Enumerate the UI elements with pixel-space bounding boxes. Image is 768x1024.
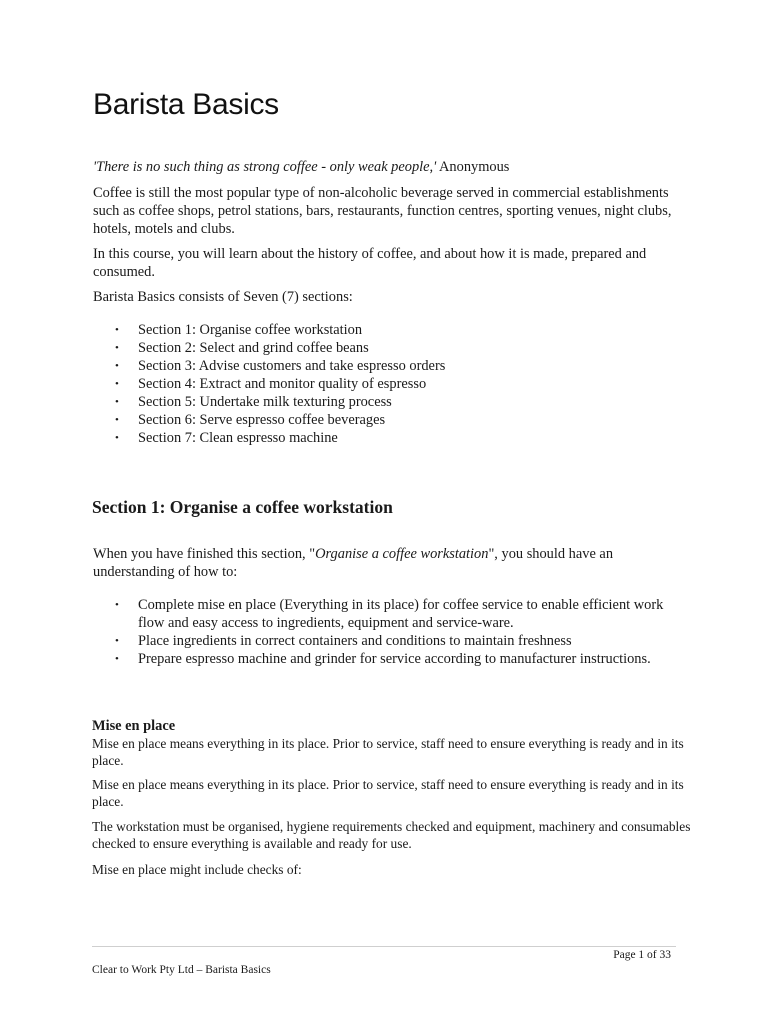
mise-en-place-paragraph-4: Mise en place might include checks of: (92, 862, 302, 877)
section-1-intro-italic: Organise a coffee workstation (315, 546, 489, 562)
mise-en-place-paragraph-3: The workstation must be organised, hygiene requirements checked and equipment, machinery and consumables checked to ensure everything is available and ready for use. (92, 819, 691, 851)
bullet-icon: • (115, 360, 119, 372)
list-item: • Section 1: Organise coffee workstation (115, 322, 363, 338)
bullet-icon: • (115, 342, 119, 354)
quote-text: 'There is no such thing as strong coffee - only weak people,' (93, 159, 437, 175)
list-item: • Place ingredients in correct containers and conditions to maintain freshness (115, 633, 572, 649)
mise-en-place-paragraph-1: Mise en place means everything in its place. Prior to service, staff need to ensure everything is ready and in its place. (92, 736, 684, 768)
footer-divider (92, 946, 676, 947)
list-item: • Section 4: Extract and monitor quality of espresso (115, 376, 427, 392)
quote-attribution: Anonymous (439, 159, 510, 175)
page-number: Page 1 of 33 (613, 949, 671, 961)
bullet-icon: • (115, 432, 119, 444)
list-item: • Section 7: Clean espresso machine (115, 430, 338, 446)
bullet-icon: • (115, 635, 119, 647)
bullet-icon: • (115, 396, 119, 408)
list-item: • Prepare espresso machine and grinder for service according to manufacturer instructions. (115, 651, 651, 667)
bullet-icon: • (115, 599, 119, 611)
mise-en-place-heading: Mise en place (92, 718, 176, 734)
section-1-objectives (93, 596, 683, 668)
footer-text: Clear to Work Pty Ltd – Barista Basics (92, 964, 271, 976)
intro-paragraph-3: Barista Basics consists of Seven (7) sections: (93, 289, 353, 305)
intro-paragraph-1: Coffee is still the most popular type of non-alcoholic beverage served in commercial establishments such as coffee shops, petrol stations, bars, restaurants, function centres, sporting venues, night clubs, hotels, motels and clubs. (93, 185, 672, 237)
sections-list (93, 321, 683, 447)
section-1-heading: Section 1: Organise a coffee workstation (92, 497, 393, 517)
list-item: • Section 5: Undertake milk texturing process (115, 394, 392, 410)
list-item: • Section 2: Select and grind coffee beans (115, 340, 369, 356)
opening-quote (93, 158, 683, 176)
bullet-icon: • (115, 653, 119, 665)
bullet-icon: • (115, 324, 119, 336)
list-item: • Complete mise en place (Everything in its place) for coffee service to enable efficient work flow and easy access to ingredients, equipment and service-ware. (115, 597, 664, 631)
list-item: • Section 6: Serve espresso coffee beverages (115, 412, 386, 428)
document-title: Barista Basics (93, 88, 279, 121)
mise-en-place-paragraph-2: Mise en place means everything in its place. Prior to service, staff need to ensure everything is ready and in its place. (92, 777, 684, 809)
bullet-icon: • (115, 378, 119, 390)
intro-paragraph-2: In this course, you will learn about the history of coffee, and about how it is made, prepared and consumed. (93, 246, 647, 280)
list-item: • Section 3: Advise customers and take espresso orders (115, 358, 446, 374)
bullet-icon: • (115, 414, 119, 426)
section-1-intro: When you have finished this section, "Organise a coffee workstation", you should have an understanding of how to: (93, 546, 614, 580)
